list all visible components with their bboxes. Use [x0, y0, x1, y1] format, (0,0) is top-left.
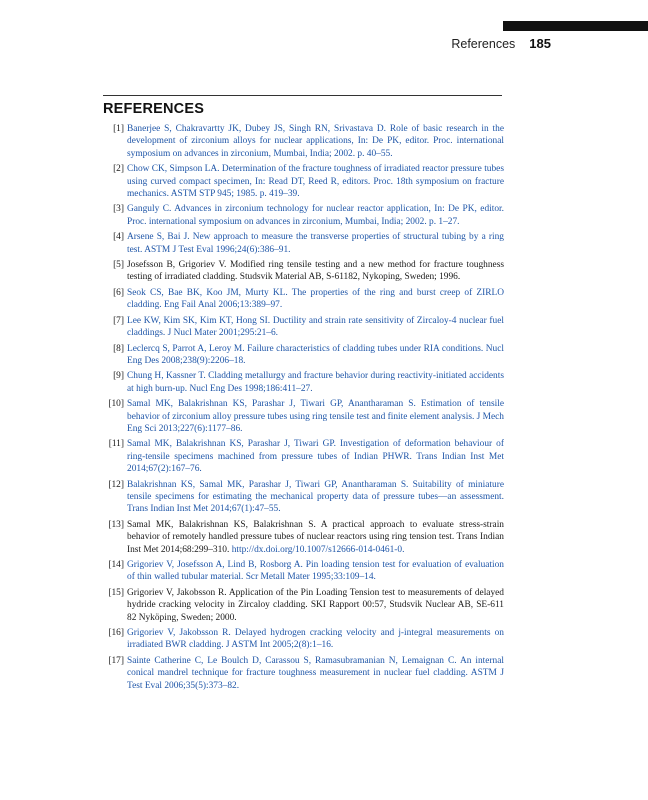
reference-item [103, 315, 504, 340]
reference-number: [15] [108, 587, 124, 598]
reference-citation: Banerjee S, Chakravartty JK, Dubey JS, Singh RN, Srivastava D. Role of basic research in the development of zirconium alloys for nuclear applications, In: De PK, editor. Proc. international symposium on advances in zirconium, Mumbai, India; 2002. p. 40–55. [127, 124, 504, 159]
reference-number: [13] [108, 519, 124, 530]
reference-item [103, 203, 504, 228]
reference-list [103, 123, 504, 695]
reference-citation: Grigoriev V, Jakobsson R. Delayed hydrogen cracking velocity and j-integral measurements on irradiated BWR cladding. J ASTM Int 2005;2(8):1–16. [127, 628, 504, 651]
reference-text [127, 259, 504, 284]
reference-number: [12] [108, 479, 124, 490]
reference-text[interactable] [127, 287, 504, 312]
reference-number: [14] [108, 560, 124, 570]
header-bar [503, 21, 648, 31]
reference-text[interactable] [127, 370, 504, 395]
section-rule [103, 95, 502, 96]
reference-item [103, 438, 504, 475]
reference-text[interactable] [127, 479, 504, 516]
running-header-section: References [451, 37, 516, 51]
reference-citation: Arsene S, Bai J. New approach to measure the transverse properties of structural tubing by a ring test. ASTM J Test Eval 1996;24(6):386–91. [127, 232, 504, 255]
reference-citation: Samal MK, Balakrishnan KS, Parashar J, Tiwari GP, Anantharaman S. Estimation of tensile behavior of zirconium alloy pressure tubes using ring tensile test and finite element analysis. J Mech Eng Sci 2013;227(6):1177–86. [127, 399, 504, 434]
reference-text [127, 519, 504, 556]
reference-number: [7] [113, 315, 124, 326]
reference-item [103, 231, 504, 256]
reference-item [103, 479, 504, 516]
reference-number: [3] [113, 204, 124, 215]
reference-citation: Samal MK, Balakrishnan KS, Parashar J, Tiwari GP. Investigation of deformation behaviour of ring-tensile specimens machined from pressure tubes of Indian PHWR. Trans Indian Inst Met 2014;67(2):167–76. [127, 439, 504, 475]
reference-citation: Josefsson B, Grigoriev V. Modified ring tensile testing and a new method for fracture toughness testing of irradiated cladding. Studsvik Material AB, S-61182, Nykoping, Sweden; 1996. [127, 260, 504, 283]
reference-item [103, 398, 504, 435]
reference-number: [6] [113, 287, 124, 298]
reference-text[interactable] [127, 627, 504, 652]
reference-number: [8] [113, 343, 124, 354]
reference-item [103, 259, 504, 284]
reference-item [103, 559, 504, 584]
reference-citation: Lee KW, Kim SK, Kim KT, Hong SI. Ductility and strain rate sensitivity of Zircaloy-4 nuclear fuel claddings. J Nucl Mater 2001;295:21–6. [127, 315, 504, 339]
doi-link[interactable]: http://dx.doi.org/10.1007/s12666-014-0461-0. [231, 544, 405, 555]
reference-text[interactable] [127, 123, 504, 160]
reference-text[interactable] [127, 438, 504, 475]
reference-item [103, 287, 504, 312]
reference-citation: Leclercq S, Parrot A, Leroy M. Failure characteristics of cladding tubes under RIA conditions. Nucl Eng Des 2008;238(9):2206–18. [127, 343, 504, 366]
reference-item [103, 343, 504, 368]
reference-number: [16] [108, 628, 124, 639]
reference-text[interactable] [127, 315, 504, 340]
reference-number: [2] [113, 164, 124, 175]
reference-item [103, 370, 504, 395]
reference-text[interactable] [127, 655, 504, 692]
page-number: 185 [529, 36, 551, 51]
reference-number: [5] [113, 260, 124, 271]
reference-item [103, 163, 504, 200]
reference-number: [17] [108, 655, 124, 666]
reference-item [103, 123, 504, 160]
reference-number: [1] [113, 124, 124, 134]
running-header [451, 36, 551, 51]
reference-citation: Balakrishnan KS, Samal MK, Parashar J, Tiwari GP, Anantharaman S. Suitability of miniature tensile specimens for estimating the mechanical property data of pressure tubes—an assessment. Trans Indian Inst Met 2014;67(1):47–55. [127, 479, 504, 515]
reference-item [103, 519, 504, 556]
reference-citation: Samal MK, Balakrishnan KS, Balakrishnan S. A practical approach to evaluate stress-strain behavior of remotely handled pressure tubes of nuclear reactors using ring tension test. Trans Indian Inst Met 2014;68:299–310. [127, 519, 504, 555]
reference-citation: Grigoriev V, Jakobsson R. Application of the Pin Loading Tension test to measurements of delayed hydride cracking velocity in Zircaloy cladding. SKI Rapport 00:57, Studsvik Nuclear AB, SE-611 82 Nyköping, Sweden; 2000. [127, 587, 504, 623]
reference-number: [4] [113, 232, 124, 243]
reference-number: [9] [113, 371, 124, 382]
reference-text[interactable] [127, 231, 504, 256]
reference-text[interactable] [127, 203, 504, 228]
reference-citation: Sainte Catherine C, Le Boulch D, Carassou S, Ramasubramanian N, Lemaignan C. An internal conical mandrel technique for fracture toughness measurement in nuclear fuel cladding. ASTM J Test Eval 2006;35(5):373–82. [127, 655, 504, 691]
reference-number: [10] [108, 399, 124, 410]
reference-item [103, 655, 504, 692]
reference-text[interactable] [127, 559, 504, 584]
reference-citation: Grigoriev V, Josefsson A, Lind B, Rosborg A. Pin loading tension test for evaluation of evaluation of thin walled tubular material. Scr Metall Mater 1995;33:109–14. [127, 560, 504, 583]
reference-text[interactable] [127, 398, 504, 435]
reference-item [103, 587, 504, 624]
reference-item [103, 627, 504, 652]
reference-citation: Chow CK, Simpson LA. Determination of the fracture toughness of irradiated reactor pressure tubes using curved compact specimen, In: Read DT, Reed R, editors. Proc. 18th symposium on fracture mechanics. ASTM STP 945; 1985. p. 419–39. [127, 164, 504, 200]
reference-number: [11] [108, 439, 124, 450]
reference-text [127, 587, 504, 624]
reference-citation: Chung H, Kassner T. Cladding metallurgy and fracture behavior during reactivity-initiated accidents at high burn-up. Nucl Eng Des 1998;186:411–27. [127, 371, 504, 394]
reference-text[interactable] [127, 163, 504, 200]
reference-citation: Ganguly C. Advances in zirconium technology for nuclear reactor application, In: De PK, editor. Proc. international symposium on advances in zirconium, Mumbai, India; 2002. p. 1–27. [127, 204, 504, 227]
reference-text[interactable] [127, 343, 504, 368]
reference-citation: Seok CS, Bae BK, Koo JM, Murty KL. The properties of the ring and burst creep of ZIRLO cladding. Eng Fail Anal 2006;13:389–97. [127, 287, 504, 311]
section-title: REFERENCES [103, 101, 205, 117]
